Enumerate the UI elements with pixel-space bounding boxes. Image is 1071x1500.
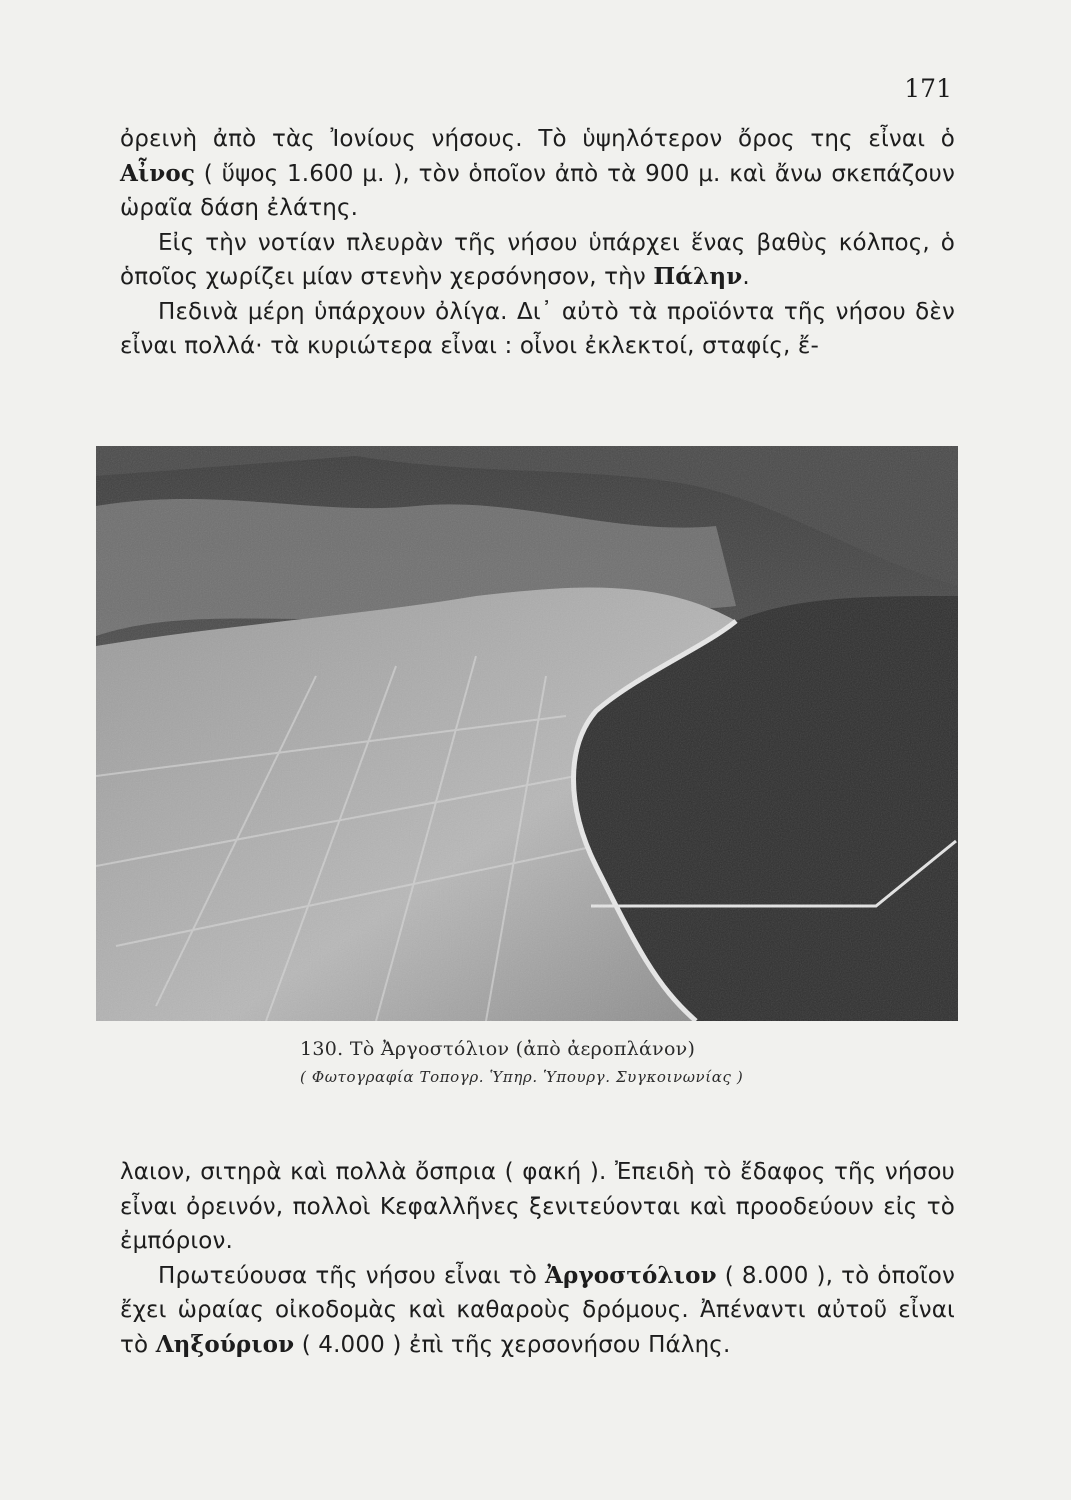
aerial-photo-argostoli xyxy=(96,446,958,1021)
bold-term: Ληξούριον xyxy=(155,1330,295,1358)
bold-term: Αἶνος xyxy=(120,159,196,187)
bottom-text-block xyxy=(120,1155,955,1362)
paragraph xyxy=(120,1155,955,1259)
paragraph xyxy=(120,122,955,226)
paragraph-text: λαιον, σιτηρὰ καὶ πολλὰ ὄσπρια ( φακή ). Ἐπειδὴ τὸ ἔδαφος τῆς νήσου εἶναι ὀρεινόν, πολλοὶ Κεφαλλῆνες ξενιτεύονται καὶ προοδεύουν εἰς τὸ ἐμπόριον. xyxy=(120,1159,955,1254)
paragraph-text: ( ὕψος 1.600 μ. ), τὸν ὁποῖον ἀπὸ τὰ 900 μ. καὶ ἄνω σκεπάζουν ὡραῖα δάση ἐλάτης. xyxy=(120,160,955,221)
paragraph xyxy=(120,295,955,364)
paragraph-text: . xyxy=(742,264,750,290)
paragraph-text: Πεδινὰ μέρη ὑπάρχουν ὀλίγα. Δι᾽ αὐτὸ τὰ προϊόντα τῆς νήσου δὲν εἶναι πολλά· τὰ κυριώτερα εἶναι : οἶνοι ἐκλεκτοί, σταφίς, ἔ- xyxy=(120,298,955,359)
paragraph-text: ὀρεινὴ ἀπὸ τὰς Ἰονίους νήσους. Τὸ ὑψηλότερον ὄρος της εἶναι ὁ xyxy=(120,126,955,152)
paragraph-text: ( 8.000 ), τὸ ὁποῖον ἔχει ὡραίας οἰκοδομὰς καὶ καθαροὺς δρόμους. Ἀπέναντι αὐτοῦ εἶναι τὸ xyxy=(120,1262,955,1358)
paragraph-text: Εἰς τὴν νοτίαν πλευρὰν τῆς νήσου ὑπάρχει ἕνας βαθὺς κόλπος, ὁ ὁποῖος χωρίζει μίαν στενὴν χερσόνησον, τὴν xyxy=(120,229,955,290)
figure-credit: ( Φωτογραφία Τοπογρ. Ὑπηρ. Ὑπουργ. Συγκοινωνίας ) xyxy=(300,1068,744,1086)
paragraph xyxy=(120,1259,955,1363)
paragraph-text: ( 4.000 ) ἐπὶ τῆς χερσονήσου Πάλης. xyxy=(294,1331,731,1358)
paragraph-text: Πρωτεύουσα τῆς νήσου εἶναι τὸ xyxy=(158,1262,546,1289)
bold-term: Πάλην xyxy=(653,263,743,290)
figure-number: 130. xyxy=(300,1038,344,1060)
figure-caption-text: Τὸ Ἀργοστόλιον (ἀπὸ ἀεροπλάνον) xyxy=(349,1038,696,1060)
paragraph xyxy=(120,226,955,295)
figure-caption xyxy=(300,1038,743,1086)
top-text-block xyxy=(120,122,955,364)
page-number: 171 xyxy=(904,74,952,103)
bold-term: Ἀργοστόλιον xyxy=(545,1261,717,1289)
